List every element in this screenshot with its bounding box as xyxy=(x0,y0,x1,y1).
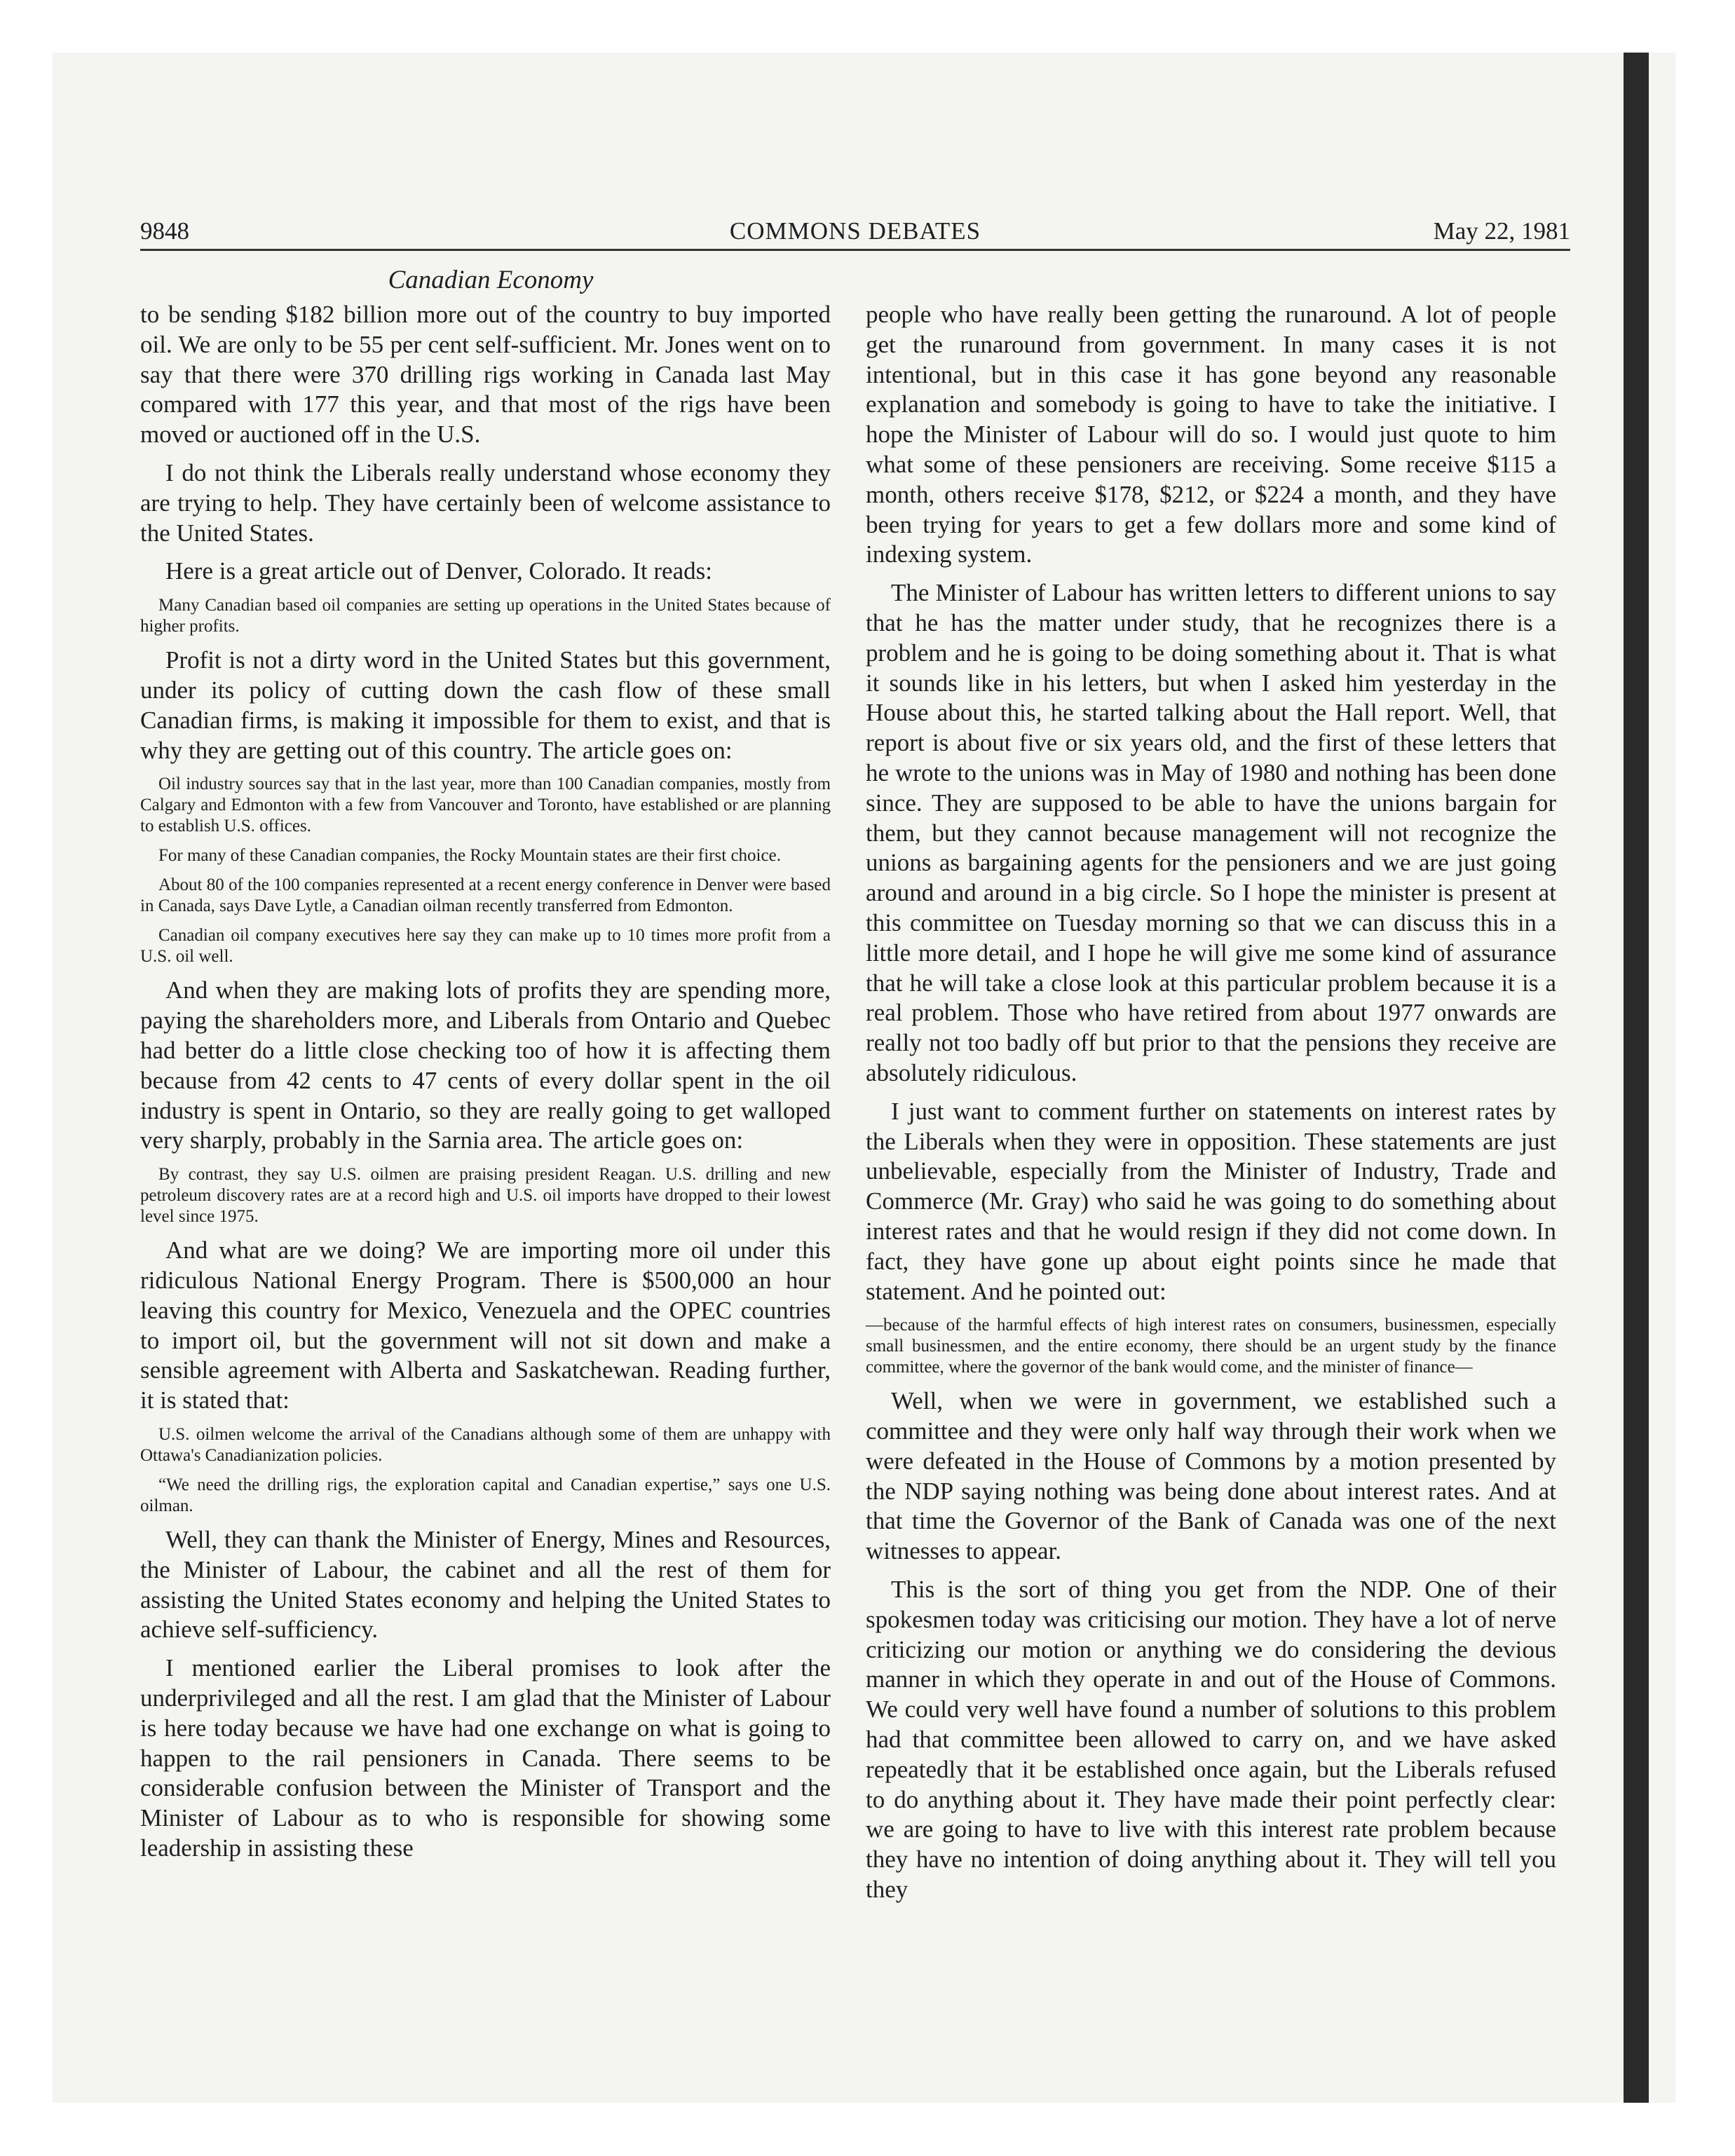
paragraph: And when they are making lots of profits they are spending more, paying the shareholders more, and Liberals from Ontario and Quebec had better do a little close checking too of how it is affecting them because from 42 cents to 47 cents of every dollar spent in the oil industry is spent in Ontario, so they are really going to get walloped very sharply, probably in the Sarnia area. The article goes on: xyxy=(140,976,831,1154)
paragraph: Well, when we were in government, we established such a committee and they were only half way through their work when we were defeated in the House of Commons by a motion presented by the NDP saying nothing was being done about interest rates. And at that time the Governor of the Bank of Canada was one of the next witnesses to appear. xyxy=(866,1387,1556,1565)
quotation: Oil industry sources say that in the last year, more than 100 Canadian companies, mostly from Calgary and Edmonton with a few from Vancouver and Toronto, have established or are planning to establish U.S. offices. xyxy=(140,775,831,836)
paragraph: Profit is not a dirty word in the United States but this government, under its policy of cutting down the cash flow of these small Canadian firms, is making it impossible for them to exist, and that is why they are getting out of this country. The article goes on: xyxy=(140,646,831,764)
page-header xyxy=(140,214,1570,251)
right-column xyxy=(866,300,1556,1913)
paragraph: This is the sort of thing you get from the NDP. One of their spokesmen today was criticising our motion. They have a lot of nerve criticizing our motion or anything we do considering the devious manner in which they operate in and out of the House of Commons. We could very well have found a number of solutions to this problem had that committee been allowed to carry on, and we have asked repeatedly that it be established once again, but the Liberals refused to do anything about it. They have made their point perfectly clear: we are going to have to live with this interest rate problem because they have no intention of doing anything about it. They will tell you they xyxy=(866,1576,1556,1904)
quotation: By contrast, they say U.S. oilmen are praising president Reagan. U.S. drilling and new petroleum discovery rates are at a record high and U.S. oil imports have dropped to their lowest level since 1975. xyxy=(140,1165,831,1227)
publication-date: May 22, 1981 xyxy=(1433,217,1570,245)
paragraph: people who have really been getting the runaround. A lot of people get the runaround from government. In many cases it is not intentional, but in this case it has gone beyond any reasonable explanation and somebody is going to have to take the initiative. I hope the Minister of Labour will do so. I would just quote to him what some of these pensioners are receiving. Some receive $115 a month, others receive $178, $212, or $224 a month, and they have been trying for years to get a few dollars more and some kind of indexing system. xyxy=(866,301,1556,568)
page-number: 9848 xyxy=(140,217,189,245)
paragraph: I mentioned earlier the Liberal promises to look after the underprivileged and all the rest. I am glad that the Minister of Labour is here today because we have had one exchange on what is going to happen to the rail pensioners in Canada. There seems to be considerable confusion between the Minister of Transport and the Minister of Labour as to who is responsible for showing some leadership in assisting these xyxy=(140,1654,831,1862)
quotation: —because of the harmful effects of high interest rates on consumers, businessmen, especially small businessmen, and the entire economy, there should be an urgent study by the finance committee, where the governor of the bank would come, and the minister of finance— xyxy=(866,1316,1556,1377)
quotation: For many of these Canadian companies, the Rocky Mountain states are their first choice. xyxy=(158,846,781,866)
paragraph: Here is a great article out of Denver, Colorado. It reads: xyxy=(165,557,712,585)
paragraph: I just want to comment further on statements on interest rates by the Liberals when they were in opposition. These statements are just unbelievable, especially from the Minister of Industry, Trade and Commerce (Mr. Gray) who said he was going to do something about interest rates and that he would resign if they did not come down. In fact, they have gone up about eight points since he made that statement. And he pointed out: xyxy=(866,1097,1556,1305)
left-column xyxy=(140,300,831,1872)
paragraph: The Minister of Labour has written letters to different unions to say that he has the matter under study, that he recognizes there is a problem and he is going to be doing something about it. That is what it sounds like in his letters, but when I asked him yesterday in the House about this, he started talking about the Hall report. Well, that report is about five or six years old, and the first of these letters that he wrote to the unions was in May of 1980 and nothing has been done since. They are supposed to be able to have the unions bargain for them, but they cannot because management will not recognize the unions as bargaining agents for the pensioners and we are just going around and around in a big circle. So I hope the minister is present at this committee on Tuesday morning so that we can discuss this in a little more detail, and I hope he will give me some kind of assurance that he will take a close look at this particular problem because it is a real problem. Those who have retired from about 1977 onwards are really not too badly off but prior to that the pensions they receive are absolutely ridiculous. xyxy=(866,579,1556,1086)
quotation: Many Canadian based oil companies are setting up operations in the United States because of higher profits. xyxy=(140,596,831,636)
paragraph: Well, they can thank the Minister of Energy, Mines and Resources, the Minister of Labour, the cabinet and all the rest of them for assisting the United States economy and helping the United States to achieve self-sufficiency. xyxy=(140,1525,831,1644)
section-title: Canadian Economy xyxy=(388,266,594,294)
paragraph: And what are we doing? We are importing more oil under this ridiculous National Energy Program. There is $500,000 an hour leaving this country for Mexico, Venezuela and the OPEC countries to import oil, but the government will not sit down and make a sensible agreement with Alberta and Saskatchewan. Reading further, it is stated that: xyxy=(140,1236,831,1414)
paragraph: to be sending $182 billion more out of the country to buy imported oil. We are only to be 55 per cent self-sufficient. Mr. Jones went on to say that there were 370 drilling rigs working in Canada last May compared with 177 this year, and that most of the rigs have been moved or auctioned off in the U.S. xyxy=(140,301,831,449)
quotation: Canadian oil company executives here say they can make up to 10 times more profit from a U.S. oil well. xyxy=(140,926,831,967)
paragraph: I do not think the Liberals really understand whose economy they are trying to help. They have certainly been of welcome assistance to the United States. xyxy=(140,458,831,547)
quotation: “We need the drilling rigs, the exploration capital and Canadian expertise,” says one U.S. oilman. xyxy=(140,1475,831,1515)
quotation: U.S. oilmen welcome the arrival of the Canadians although some of them are unhappy with Ottawa's Canadianization policies. xyxy=(140,1424,831,1465)
publication-title: COMMONS DEBATES xyxy=(729,217,981,245)
page-binding-edge xyxy=(1624,53,1649,2103)
quotation: About 80 of the 100 companies represented at a recent energy conference in Denver were based in Canada, says Dave Lytle, a Canadian oilman recently transferred from Edmonton. xyxy=(140,875,831,916)
